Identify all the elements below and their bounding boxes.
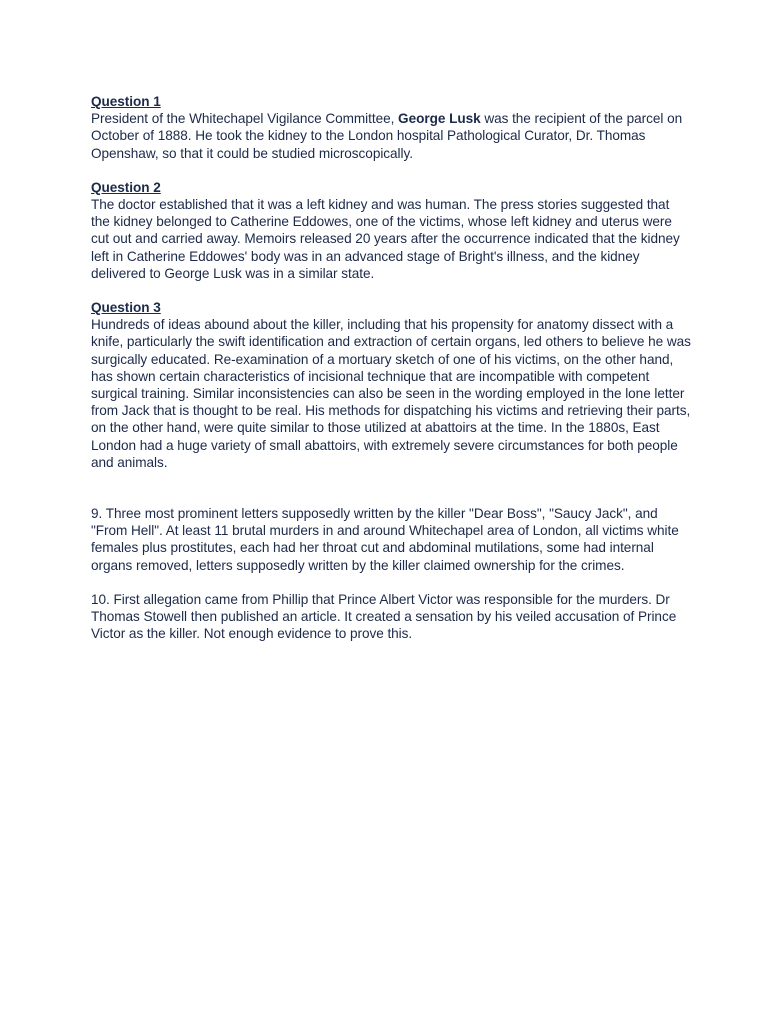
spacer <box>91 162 691 179</box>
question-1-bold-name: George Lusk <box>398 111 481 127</box>
question-3-heading: Question 3 <box>91 300 161 316</box>
question-2-section <box>91 179 691 282</box>
question-1-heading: Question 1 <box>91 94 161 109</box>
question-1-text-before: President of the Whitechapel Vigilance Committee, <box>91 111 399 127</box>
item-10-text: 10. First allegation came from Phillip that Prince Albert Victor was responsible for the murders. Dr Thomas Stowell then published an article. It created a sensation by his veiled accusation of Prince Victor as the killer. Not enough evidence to prove this. <box>91 591 677 642</box>
item-10-section <box>91 591 691 643</box>
question-1-section <box>91 93 691 162</box>
question-3-section <box>91 299 691 471</box>
question-2-heading: Question 2 <box>91 179 161 195</box>
spacer <box>91 574 691 591</box>
document-page <box>91 93 691 642</box>
spacer <box>91 471 691 505</box>
spacer <box>91 282 691 299</box>
question-1-answer <box>91 110 691 162</box>
item-9-section <box>91 505 691 574</box>
item-9-text: 9. Three most prominent letters supposedly written by the killer "Dear Boss", "Saucy Jack", and "From Hell". At least 11 brutal murders in and around Whitechapel area of London, all victims white females plus prostitutes, each had her throat cut and abdominal mutilations, some had internal organs removed, letters supposedly written by the killer claimed ownership for the crimes. <box>91 506 679 573</box>
question-3-answer: Hundreds of ideas abound about the killer, including that his propensity for anatomy dissect with a knife, particularly the swift identification and extraction of certain organs, led others to believe he was surgically educated. Re-examination of a mortuary sketch of one of his victims, on the other hand, has shown certain characteristics of incisional technique that are incompatible with competent surgical training. Similar inconsistencies can also be seen in the wording employed in the lone letter from Jack that is thought to be real. His methods for dispatching his victims and retrieving their parts, on the other hand, were quite similar to those utilized at abattoirs at the time. In the 1880s, East London had a huge variety of small abattoirs, with extremely severe circumstances for both people and animals. <box>91 317 691 470</box>
question-2-answer: The doctor established that it was a left kidney and was human. The press stories suggested that the kidney belonged to Catherine Eddowes, one of the victims, whose left kidney and uterus were cut out and carried away. Memoirs released 20 years after the occurrence indicated that the kidney left in Catherine Eddowes' body was in an advanced stage of Bright's illness, and the kidney delivered to George Lusk was in a similar state. <box>91 197 680 281</box>
question-1-text-after: was the recipient of the parcel on October of 1888. He took the kidney to the London hospital Pathological Curator, Dr. Thomas Openshaw, so that it could be studied microscopically. <box>91 111 683 161</box>
